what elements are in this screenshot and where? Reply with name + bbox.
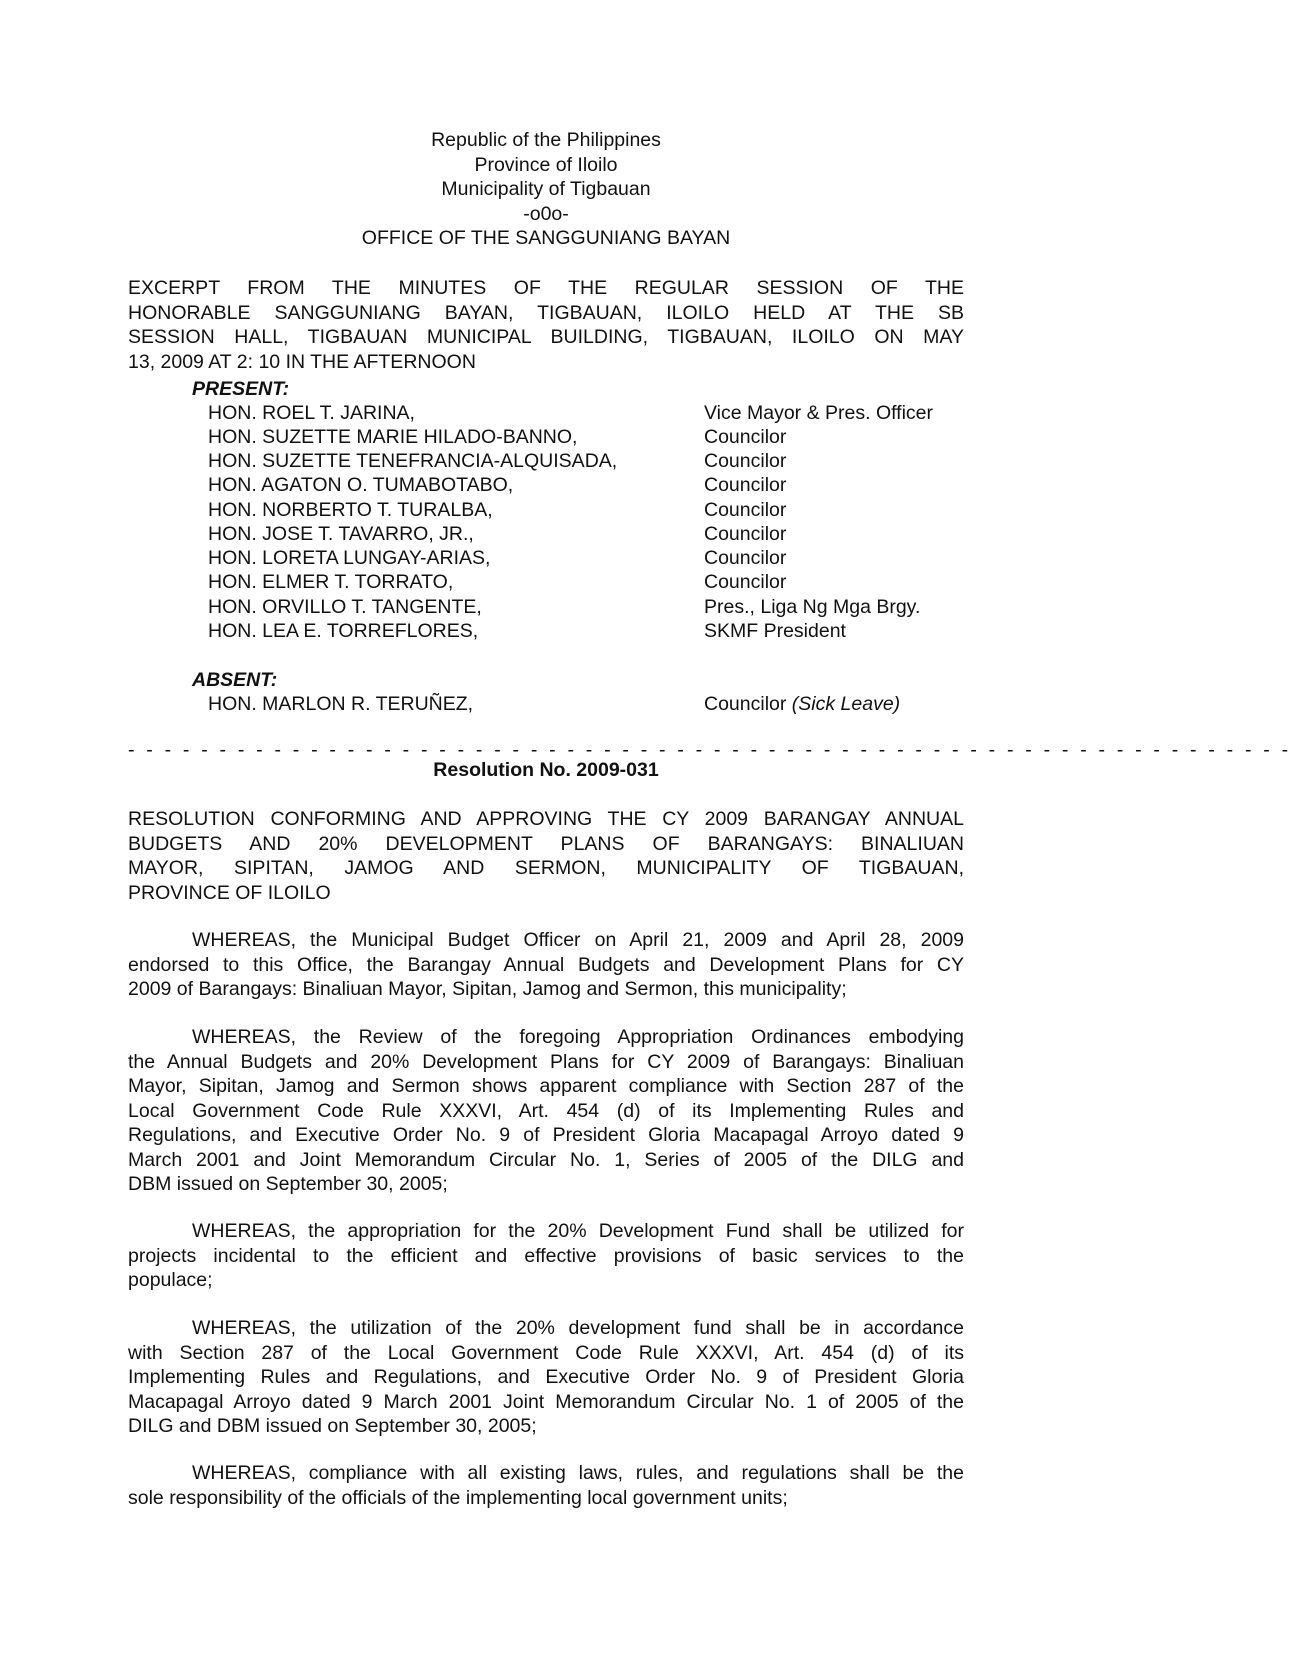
attendee-name: HON. NORBERTO T. TURALBA,	[208, 499, 493, 521]
excerpt-line: SESSION HALL, TIGBAUAN MUNICIPAL BUILDING, TIGBAUAN, ILOILO ON MAY	[128, 326, 964, 348]
resolution-title-text: MAYOR, SIPITAN, JAMOG AND SERMON, MUNICIPALITY OF TIGBAUAN,	[128, 857, 964, 879]
header-province: Province of Iloilo	[474, 153, 618, 176]
attendee-name: HON. SUZETTE MARIE HILADO-BANNO,	[208, 426, 578, 448]
present-label: PRESENT:	[192, 378, 290, 400]
paragraph-line	[128, 1365, 964, 1390]
attendee-row	[208, 498, 968, 523]
resolution-title	[128, 807, 964, 905]
paragraph-text: DILG and DBM issued on September 30, 2005;	[128, 1415, 537, 1437]
paragraph-text: projects incidental to the efficient and effective provisions of basic services to the	[128, 1244, 964, 1267]
excerpt-line: EXCERPT FROM THE MINUTES OF THE REGULAR SESSION OF THE	[128, 277, 964, 299]
paragraph-text: Regulations, and Executive Order No. 9 of President Gloria Macapagal Arroyo dated 9	[128, 1124, 964, 1146]
document-header	[128, 128, 964, 251]
absent-row	[208, 692, 968, 717]
attendee-role: Councilor	[704, 523, 787, 545]
header-office: OFFICE OF THE SANGGUNIANG BAYAN	[361, 227, 731, 249]
paragraph-text: populace;	[128, 1269, 213, 1291]
resolution-title-line	[128, 832, 964, 857]
paragraph-line	[128, 1341, 964, 1366]
absent-label: ABSENT:	[192, 669, 278, 691]
resolution-title-line	[128, 856, 964, 881]
paragraph-text: endorsed to this Office, the Barangay Annual Budgets and Development Plans for CY	[128, 953, 964, 976]
absentee-role	[704, 692, 900, 716]
paragraph-line	[128, 977, 964, 1002]
paragraph-text: WHEREAS, compliance with all existing laws, rules, and regulations shall be the	[192, 1462, 964, 1484]
paragraph-text: WHEREAS, the utilization of the 20% development fund shall be in accordance	[192, 1317, 964, 1339]
excerpt-line: HONORABLE SANGGUNIANG BAYAN, TIGBAUAN, ILOILO HELD AT THE SB	[128, 301, 964, 324]
whereas-paragraph-2	[128, 1025, 964, 1197]
attendee-row	[208, 473, 968, 498]
absentee-role-text: Councilor	[704, 693, 787, 715]
whereas-paragraph-4	[128, 1316, 964, 1439]
attendee-role: Pres., Liga Ng Mga Brgy.	[704, 596, 921, 618]
paragraph-text: with Section 287 of the Local Government Code Rule XXXVI, Art. 454 (d) of its	[128, 1341, 964, 1364]
whereas-paragraph-5	[128, 1461, 964, 1510]
paragraph-line	[128, 1244, 964, 1269]
paragraph-line	[128, 1074, 964, 1099]
paragraph-line	[128, 1123, 964, 1148]
paragraph-text: WHEREAS, the appropriation for the 20% Development Fund shall be utilized for	[192, 1220, 964, 1242]
resolution-number: Resolution No. 2009-031	[433, 759, 659, 781]
attendee-row	[208, 546, 968, 571]
attendee-role: Councilor	[704, 499, 787, 521]
whereas-paragraph-3	[128, 1219, 964, 1293]
paragraph-line	[128, 1461, 964, 1486]
attendee-name: HON. AGATON O. TUMABOTABO,	[208, 474, 514, 496]
paragraph-text: sole responsibility of the officials of the implementing local government units;	[128, 1486, 788, 1509]
resolution-title-text: BUDGETS AND 20% DEVELOPMENT PLANS OF BARANGAYS: BINALIUAN	[128, 832, 964, 855]
paragraph-text: WHEREAS, the Review of the foregoing Appropriation Ordinances embodying	[192, 1026, 964, 1048]
paragraph-text: Local Government Code Rule XXXVI, Art. 454 (d) of its Implementing Rules and	[128, 1099, 964, 1122]
attendee-row	[208, 595, 968, 620]
header-ornament: -o0o-	[523, 202, 569, 225]
paragraph-line	[128, 1486, 964, 1511]
absentee-note: (Sick Leave)	[791, 693, 901, 715]
attendee-name: HON. ROEL T. JARINA,	[208, 402, 415, 424]
attendee-name: HON. LEA E. TORREFLORES,	[208, 620, 479, 642]
paragraph-line	[128, 1172, 964, 1197]
paragraph-text: Macapagal Arroyo dated 9 March 2001 Joint Memorandum Circular No. 1 of 2005 of the	[128, 1390, 964, 1413]
attendee-role: Vice Mayor & Pres. Officer	[704, 402, 934, 424]
paragraph-line	[128, 1099, 964, 1124]
attendee-role: Councilor	[704, 547, 787, 569]
paragraph-line	[128, 928, 964, 953]
attendee-row	[208, 522, 968, 547]
attendee-role: Councilor	[704, 571, 787, 593]
attendee-name: HON. ELMER T. TORRATO,	[208, 571, 454, 593]
excerpt-line: 13, 2009 AT 2: 10 IN THE AFTERNOON	[128, 350, 476, 373]
paragraph-line	[128, 1219, 964, 1244]
paragraph-text: DBM issued on September 30, 2005;	[128, 1173, 448, 1195]
paragraph-text: the Annual Budgets and 20% Development Plans for CY 2009 of Barangays: Binaliuan	[128, 1050, 964, 1073]
resolution-title-line	[128, 807, 964, 832]
attendee-row	[208, 570, 968, 595]
attendee-name: HON. ORVILLO T. TANGENTE,	[208, 596, 482, 618]
whereas-paragraph-1	[128, 928, 964, 1002]
attendee-row	[208, 449, 968, 474]
attendee-row	[208, 425, 968, 450]
paragraph-line	[128, 1390, 964, 1415]
attendee-name: HON. LORETA LUNGAY-ARIAS,	[208, 547, 491, 569]
paragraph-line	[128, 1050, 964, 1075]
attendee-role: Councilor	[704, 474, 787, 496]
paragraph-text: March 2001 and Joint Memorandum Circular No. 1, Series of 2005 of the DILG and	[128, 1148, 964, 1171]
attendee-row	[208, 401, 968, 426]
absentee-name: HON. MARLON R. TERUÑEZ,	[208, 693, 474, 715]
separator-line: - - - - - - - - - - - - - - - - - - - - - - - - - - - - - - - - - - - - - - - - - - - - - - - - - - - - - - - - - - - - - - - -	[128, 739, 1291, 761]
attendee-role: Councilor	[704, 426, 787, 448]
paragraph-line	[128, 953, 964, 978]
paragraph-line	[128, 1268, 964, 1293]
paragraph-line	[128, 1148, 964, 1173]
paragraph-line	[128, 1414, 964, 1439]
resolution-title-text: PROVINCE OF ILOILO	[128, 881, 331, 904]
resolution-title-line	[128, 881, 964, 906]
attendee-role: SKMF President	[704, 620, 846, 642]
attendee-row	[208, 619, 968, 644]
header-republic: Republic of the Philippines	[431, 129, 661, 151]
header-municipality: Municipality of Tigbauan	[441, 178, 651, 200]
paragraph-line	[128, 1025, 964, 1050]
paragraph-text: Implementing Rules and Regulations, and Executive Order No. 9 of President Gloria	[128, 1366, 964, 1388]
attendee-name: HON. SUZETTE TENEFRANCIA-ALQUISADA,	[208, 450, 618, 472]
attendee-name: HON. JOSE T. TAVARRO, JR.,	[208, 523, 474, 545]
excerpt-paragraph	[128, 276, 964, 374]
attendee-role: Councilor	[704, 450, 787, 472]
paragraph-text: Mayor, Sipitan, Jamog and Sermon shows apparent compliance with Section 287 of the	[128, 1075, 964, 1097]
paragraph-line	[128, 1316, 964, 1341]
resolution-title-text: RESOLUTION CONFORMING AND APPROVING THE CY 2009 BARANGAY ANNUAL	[128, 808, 964, 830]
paragraph-text: WHEREAS, the Municipal Budget Officer on April 21, 2009 and April 28, 2009	[192, 929, 964, 951]
paragraph-text: 2009 of Barangays: Binaliuan Mayor, Sipitan, Jamog and Sermon, this municipality;	[128, 978, 847, 1000]
